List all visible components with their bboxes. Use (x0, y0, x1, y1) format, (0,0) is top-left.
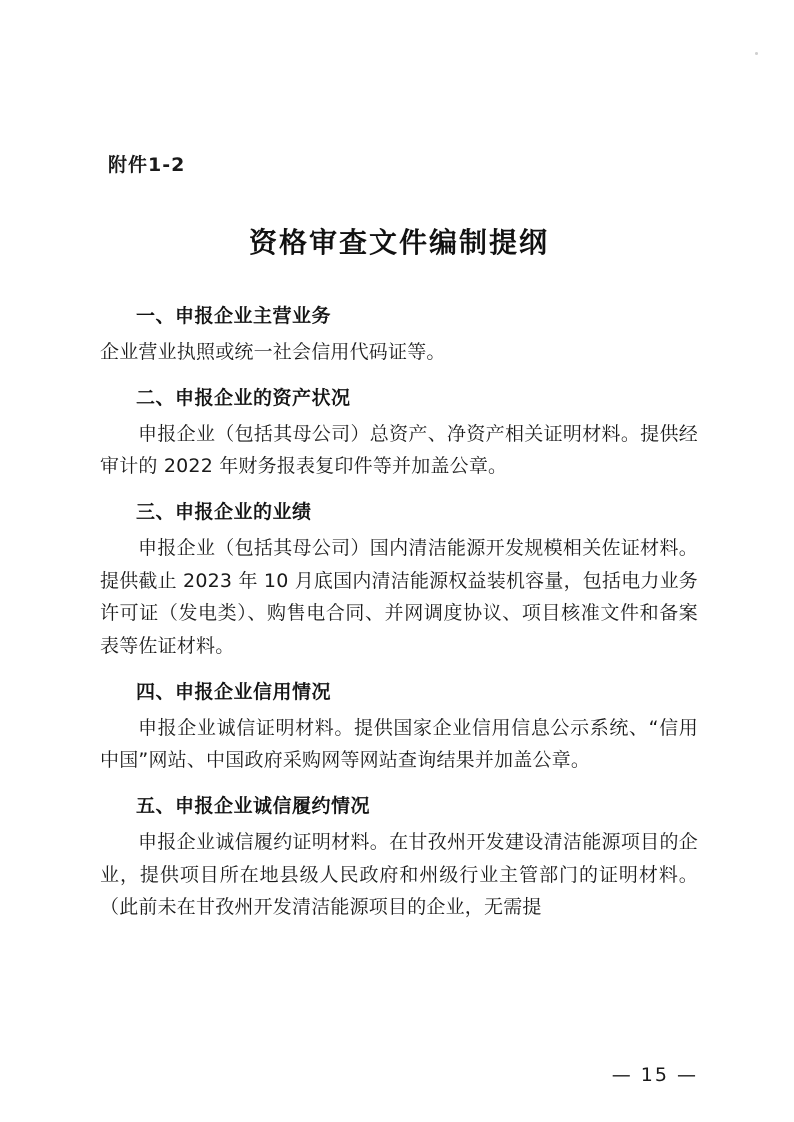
section-5 (100, 791, 698, 924)
section-heading: 五、申报企业诚信履约情况 (136, 795, 371, 818)
section-heading: 一、申报企业主营业务 (136, 305, 332, 327)
section-body: 申报企业（包括其母公司）总资产、净资产相关证明材料。提供经审计的 2022 年财务报表复印件等并加盖公章。 (100, 422, 698, 478)
section-3 (100, 497, 698, 663)
page-speck (755, 52, 758, 55)
section-body: 申报企业（包括其母公司）国内清洁能源开发规模相关佐证材料。提供截止 2023 年 10 月底国内清洁能源权益装机容量，包括电力业务许可证（发电类）、购售电合同、并网调度协议、项目核准文件和备案表等佐证材料。 (100, 537, 698, 658)
section-heading: 二、申报企业的资产状况 (136, 386, 351, 409)
attachment-label: 附件1-2 (108, 154, 186, 176)
section-body: 企业营业执照或统一社会信用代码证等。 (100, 341, 446, 363)
page-number: — 15 — (611, 1064, 698, 1086)
section-heading: 三、申报企业的业绩 (136, 501, 312, 524)
section-body: 申报企业诚信证明材料。提供国家企业信用信息公示系统、“信用中国”网站、中国政府采购网等网站查询结果并加盖公章。 (100, 716, 698, 772)
section-heading: 四、申报企业信用情况 (136, 680, 332, 703)
page-title: 资格审查文件编制提纲 (248, 226, 549, 259)
section-2 (100, 383, 698, 483)
section-4 (100, 677, 698, 777)
section-1 (100, 301, 698, 369)
section-body: 申报企业诚信履约证明材料。在甘孜州开发建设清洁能源项目的企业，提供项目所在地县级人民政府和州级行业主管部门的证明材料。（此前未在甘孜州开发清洁能源项目的企业，无需提 (100, 831, 698, 919)
